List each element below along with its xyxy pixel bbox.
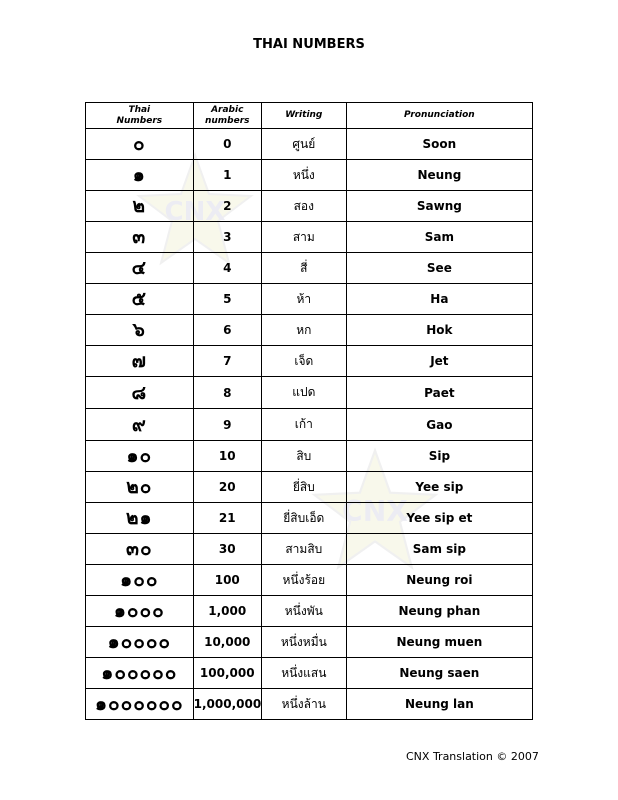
table-row — [86, 534, 533, 565]
thai-numeral-cell: ๑๐๐ — [86, 565, 194, 596]
pronunciation-cell: Sip — [346, 441, 532, 472]
thai-writing-cell: หก — [261, 315, 346, 346]
pronunciation-cell: Gao — [346, 409, 532, 441]
arabic-number-cell: 9 — [193, 409, 261, 441]
arabic-number-cell: 7 — [193, 346, 261, 377]
thai-writing-cell: หนึ่งร้อย — [261, 565, 346, 596]
table-row — [86, 129, 533, 160]
table-row — [86, 472, 533, 503]
thai-writing-cell: หนึ่งแสน — [261, 658, 346, 689]
pronunciation-cell: Ha — [346, 284, 532, 315]
pronunciation-cell: Yee sip et — [346, 503, 532, 534]
header-arabic-numbers: Arabic numbers — [193, 103, 261, 129]
table-row — [86, 377, 533, 409]
pronunciation-cell: Hok — [346, 315, 532, 346]
arabic-number-cell: 100,000 — [193, 658, 261, 689]
thai-writing-cell: เจ็ด — [261, 346, 346, 377]
arabic-number-cell: 4 — [193, 253, 261, 284]
arabic-number-cell: 10 — [193, 441, 261, 472]
arabic-number-cell: 30 — [193, 534, 261, 565]
arabic-number-cell: 1,000 — [193, 596, 261, 627]
thai-numeral-cell: ๖ — [86, 315, 194, 346]
thai-numeral-cell: ๕ — [86, 284, 194, 315]
arabic-number-cell: 1 — [193, 160, 261, 191]
thai-numeral-cell: ๓ — [86, 222, 194, 253]
table-row — [86, 689, 533, 720]
table-row — [86, 284, 533, 315]
table-header-row — [86, 103, 533, 129]
thai-numeral-cell: ๑๐๐๐๐๐ — [86, 658, 194, 689]
thai-writing-cell: ยี่สิบเอ็ด — [261, 503, 346, 534]
pronunciation-cell: Paet — [346, 377, 532, 409]
arabic-number-cell: 10,000 — [193, 627, 261, 658]
table-row — [86, 191, 533, 222]
table-row — [86, 222, 533, 253]
pronunciation-cell: Neung phan — [346, 596, 532, 627]
thai-numeral-cell: ๒๑ — [86, 503, 194, 534]
thai-numeral-cell: ๔ — [86, 253, 194, 284]
table-row — [86, 409, 533, 441]
thai-writing-cell: แปด — [261, 377, 346, 409]
pronunciation-cell: Sam sip — [346, 534, 532, 565]
arabic-number-cell: 20 — [193, 472, 261, 503]
page-title: THAI NUMBERS — [253, 37, 365, 52]
thai-numeral-cell: ๑ — [86, 160, 194, 191]
arabic-number-cell: 0 — [193, 129, 261, 160]
thai-writing-cell: สิบ — [261, 441, 346, 472]
header-thai-numbers: Thai Numbers — [86, 103, 194, 129]
watermark-text: CNX — [164, 197, 226, 227]
thai-writing-cell: สอง — [261, 191, 346, 222]
pronunciation-cell: Neung saen — [346, 658, 532, 689]
thai-writing-cell: ศูนย์ — [261, 129, 346, 160]
thai-numbers-table — [85, 102, 533, 720]
header-pronunciation: Pronunciation — [346, 103, 532, 129]
thai-writing-cell: สาม — [261, 222, 346, 253]
table-row — [86, 346, 533, 377]
arabic-number-cell: 5 — [193, 284, 261, 315]
thai-numeral-cell: ๑๐ — [86, 441, 194, 472]
thai-writing-cell: หนึ่งพัน — [261, 596, 346, 627]
pronunciation-cell: Neung muen — [346, 627, 532, 658]
table-row — [86, 441, 533, 472]
watermark-text: CNX — [342, 494, 408, 528]
thai-numeral-cell: ๘ — [86, 377, 194, 409]
table-row — [86, 627, 533, 658]
pronunciation-cell: Neung roi — [346, 565, 532, 596]
thai-numeral-cell: ๐ — [86, 129, 194, 160]
arabic-number-cell: 100 — [193, 565, 261, 596]
thai-writing-cell: หนึ่งล้าน — [261, 689, 346, 720]
pronunciation-cell: Soon — [346, 129, 532, 160]
thai-numeral-cell: ๓๐ — [86, 534, 194, 565]
arabic-number-cell: 1,000,000 — [193, 689, 261, 720]
thai-writing-cell: สี่ — [261, 253, 346, 284]
arabic-number-cell: 8 — [193, 377, 261, 409]
table-row — [86, 315, 533, 346]
table-row — [86, 160, 533, 191]
thai-numeral-cell: ๗ — [86, 346, 194, 377]
thai-numeral-cell: ๑๐๐๐๐ — [86, 627, 194, 658]
pronunciation-cell: Sam — [346, 222, 532, 253]
arabic-number-cell: 6 — [193, 315, 261, 346]
thai-writing-cell: เก้า — [261, 409, 346, 441]
thai-writing-cell: หนึ่ง — [261, 160, 346, 191]
thai-writing-cell: สามสิบ — [261, 534, 346, 565]
footer-copyright: CNX Translation © 2007 — [406, 750, 539, 763]
pronunciation-cell: Sawng — [346, 191, 532, 222]
pronunciation-cell: Yee sip — [346, 472, 532, 503]
thai-numeral-cell: ๙ — [86, 409, 194, 441]
pronunciation-cell: See — [346, 253, 532, 284]
thai-numeral-cell: ๒ — [86, 191, 194, 222]
arabic-number-cell: 21 — [193, 503, 261, 534]
table-row — [86, 503, 533, 534]
header-writing: Writing — [261, 103, 346, 129]
pronunciation-cell: Neung — [346, 160, 532, 191]
pronunciation-cell: Neung lan — [346, 689, 532, 720]
arabic-number-cell: 2 — [193, 191, 261, 222]
table-row — [86, 658, 533, 689]
thai-numeral-cell: ๑๐๐๐ — [86, 596, 194, 627]
table-row — [86, 596, 533, 627]
thai-writing-cell: ห้า — [261, 284, 346, 315]
pronunciation-cell: Jet — [346, 346, 532, 377]
thai-numeral-cell: ๑๐๐๐๐๐๐ — [86, 689, 194, 720]
thai-writing-cell: ยี่สิบ — [261, 472, 346, 503]
table-row — [86, 565, 533, 596]
thai-writing-cell: หนึ่งหมื่น — [261, 627, 346, 658]
arabic-number-cell: 3 — [193, 222, 261, 253]
thai-numeral-cell: ๒๐ — [86, 472, 194, 503]
table-row — [86, 253, 533, 284]
